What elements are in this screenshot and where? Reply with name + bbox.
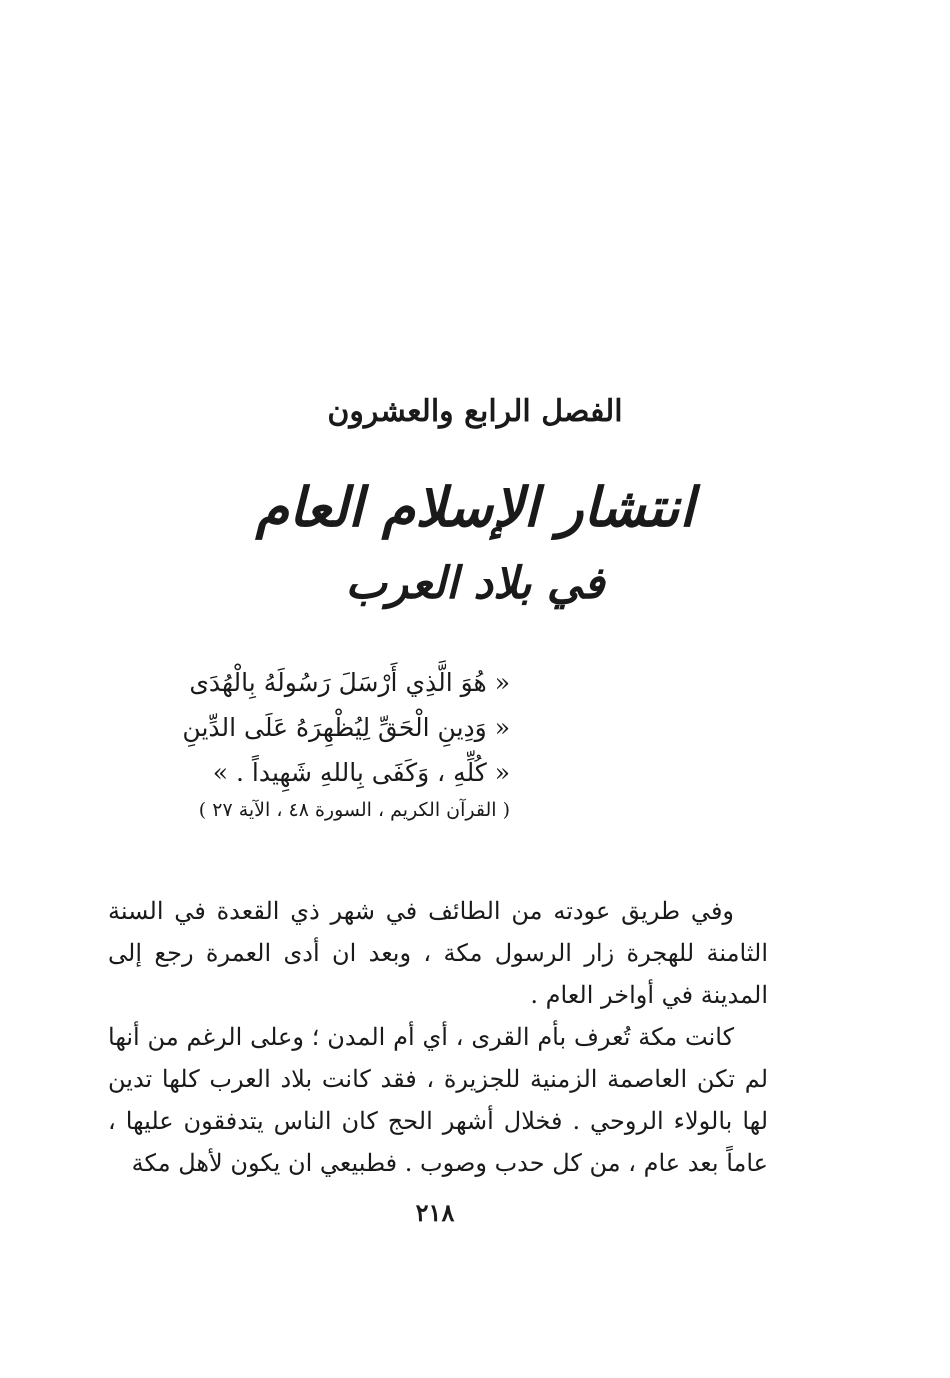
quote-line: « كُلِّهِ ، وَكَفَى بِاللهِ شَهِيداً . » (212, 758, 510, 787)
body-text (108, 890, 768, 1184)
chapter-title: انتشار الإسلام العام (255, 475, 695, 539)
paragraph (108, 1016, 768, 1184)
quran-quote (110, 660, 510, 825)
quote-source: ( القرآن الكريم ، السورة ٤٨ ، الآية ٢٧ ) (198, 799, 510, 821)
page-number: ٢١٨ (415, 1198, 455, 1227)
quote-line: « هُوَ الَّذِي أَرْسَلَ رَسُولَهُ بِالْهُدَى (189, 668, 510, 697)
quote-line: « وَدِينِ الْحَقِّ لِيُظْهِرَهُ عَلَى الدِّينِ (182, 713, 510, 742)
chapter-subtitle: في بلاد العرب (345, 558, 605, 609)
paragraph-text: وفي طريق عودته من الطائف في شهر ذي القعدة في السنة الثامنة للهجرة زار الرسول مكة ، وبعد ان أدى العمرة رجع إلى المدينة في أواخر العام . (108, 897, 768, 1009)
paragraph (108, 890, 768, 1016)
chapter-label: الفصل الرابع والعشرون (327, 394, 623, 429)
paragraph-text: كانت مكة تُعرف بأم القرى ، أي أم المدن ؛ وعلى الرغم من أنها لم تكن العاصمة الزمنية للجزيرة ، فقد كانت بلاد العرب كلها تدين لها بالولاء الروحي . فخلال أشهر الحج كان الناس يتدفقون عليها ، عاماً بعد عام ، من كل حدب وصوب . فطبيعي ان يكون لأهل مكة (108, 1023, 768, 1177)
